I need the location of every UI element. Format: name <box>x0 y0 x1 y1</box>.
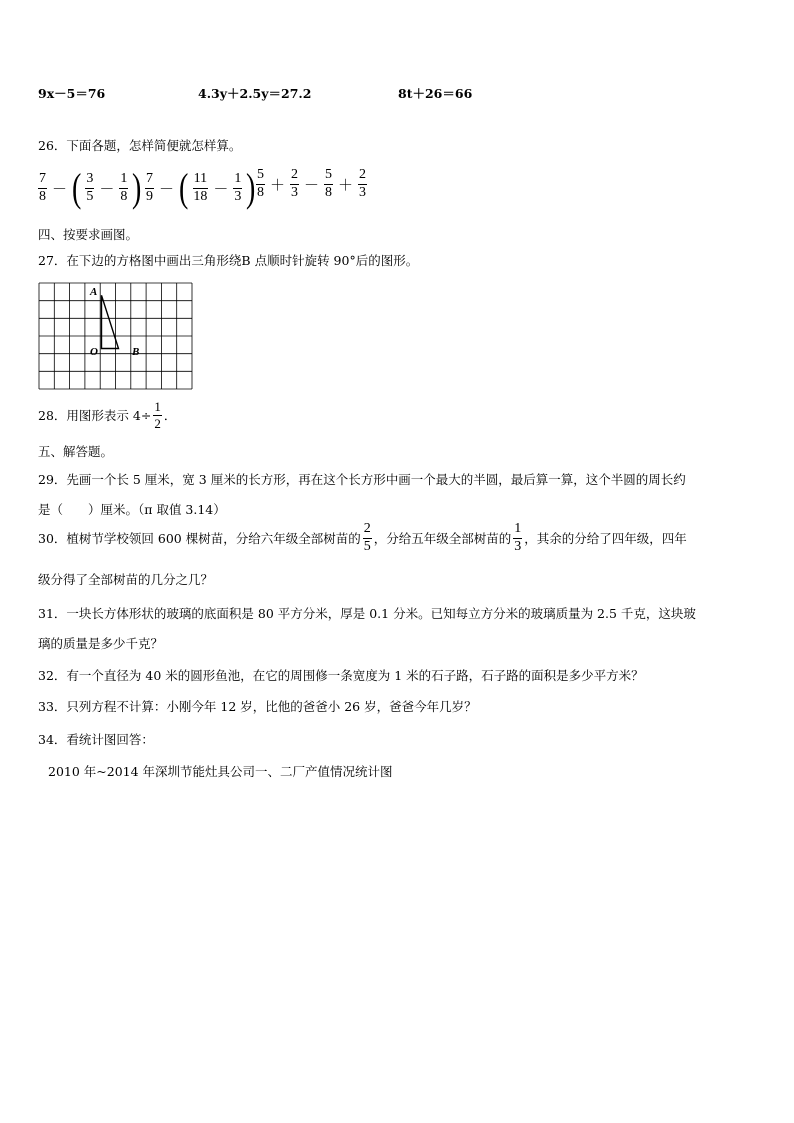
fraction: $\frac{1}{3}$ <box>234 170 242 204</box>
question-31-line-2: 璃的质量是多少千克？ <box>38 636 164 651</box>
q26-expression-3: $\frac{5}{8}$ ＋ $\frac{2}{3}$ － $\frac{5}{8}$ ＋ $\frac{2}{3}$ <box>257 167 367 200</box>
triangle-shape <box>102 295 119 348</box>
fraction: $\frac{1}{2}$ <box>154 399 161 431</box>
point-label-a: A <box>90 286 98 298</box>
question-33: 33．只列方程不计算：小刚今年 12 岁，比他的爸爸小 26 岁，爸爸今年几岁？ <box>38 699 477 714</box>
question-31-line-1: 31．一块长方体形状的玻璃的底面积是 80 平方分米，厚是 0.1 分米。已知每立方分米的玻璃质量为 2.5 千克，这块玻 <box>38 606 696 621</box>
question-34: 34．看统计图回答： <box>38 732 154 747</box>
fraction: $\frac{2}{5}$ <box>363 521 371 554</box>
point-label-b: B <box>132 346 140 358</box>
chart-title: 2010 年~2014 年深圳节能灶具公司一、二厂产值情况统计图 <box>48 764 393 779</box>
q26-expression-2: $\frac{7}{9}$ － ( $\frac{11}{18}$ － $\frac{1}{3}$ ) <box>146 165 256 210</box>
q26-expression-1: $\frac{7}{8}$ － ( $\frac{3}{5}$ － $\frac{1}{8}$ ) <box>39 165 142 210</box>
question-29-line-1: 29．先画一个长 5 厘米，宽 3 厘米的长方形，再在这个长方形中画一个最大的半圆，最后算一算，这个半圆的周长约 <box>38 472 686 487</box>
equation-2: 4.3y＋2.5y＝27.2 <box>198 86 312 101</box>
fraction: $\frac{3}{5}$ <box>86 170 94 204</box>
section-heading-4: 四、按要求画图。 <box>38 227 139 242</box>
question-30-line-1: 30．植树节学校领回 600 棵树苗，分给六年级全部树苗的 $\frac{2}{5}$ ，分给五年级全部树苗的 $\frac{1}{3}$ ，其余的分给了四年级，四年 <box>38 521 687 554</box>
question-29-line-2: 是（ ）厘米。（π 取值 3.14） <box>38 502 226 517</box>
question-32: 32．有一个直径为 40 米的圆形鱼池，在它的周围修一条宽度为 1 米的石子路，石子路的面积是多少平方米？ <box>38 668 644 683</box>
question-27: 27．在下边的方格图中画出三角形绕B 点顺时针旋转 90°后的图形。 <box>38 253 419 268</box>
fraction: $\frac{11}{18}$ <box>193 170 208 204</box>
fraction: $\frac{7}{9}$ <box>146 170 153 204</box>
section-heading-5: 五、解答题。 <box>38 444 114 459</box>
fraction: $\frac{1}{8}$ <box>120 170 128 204</box>
fraction: $\frac{1}{3}$ <box>514 521 522 554</box>
fraction: $\frac{5}{8}$ <box>325 167 333 200</box>
equation-1: 9x－5＝76 <box>38 86 106 101</box>
fraction: $\frac{5}{8}$ <box>257 167 264 200</box>
fraction: $\frac{2}{3}$ <box>359 167 367 200</box>
point-label-o: O <box>90 346 98 358</box>
grid-diagram <box>38 282 194 390</box>
fraction: $\frac{2}{3}$ <box>291 167 299 200</box>
question-26: 26．下面各题，怎样简便就怎样算。 <box>38 138 242 153</box>
question-28: 28．用图形表示 4÷ $\frac{1}{2}$ ． <box>38 399 177 431</box>
question-30-line-2: 级分得了全部树苗的几分之几？ <box>38 572 214 587</box>
fraction: $\frac{7}{8}$ <box>39 170 46 204</box>
equation-3: 8t＋26＝66 <box>398 86 473 101</box>
